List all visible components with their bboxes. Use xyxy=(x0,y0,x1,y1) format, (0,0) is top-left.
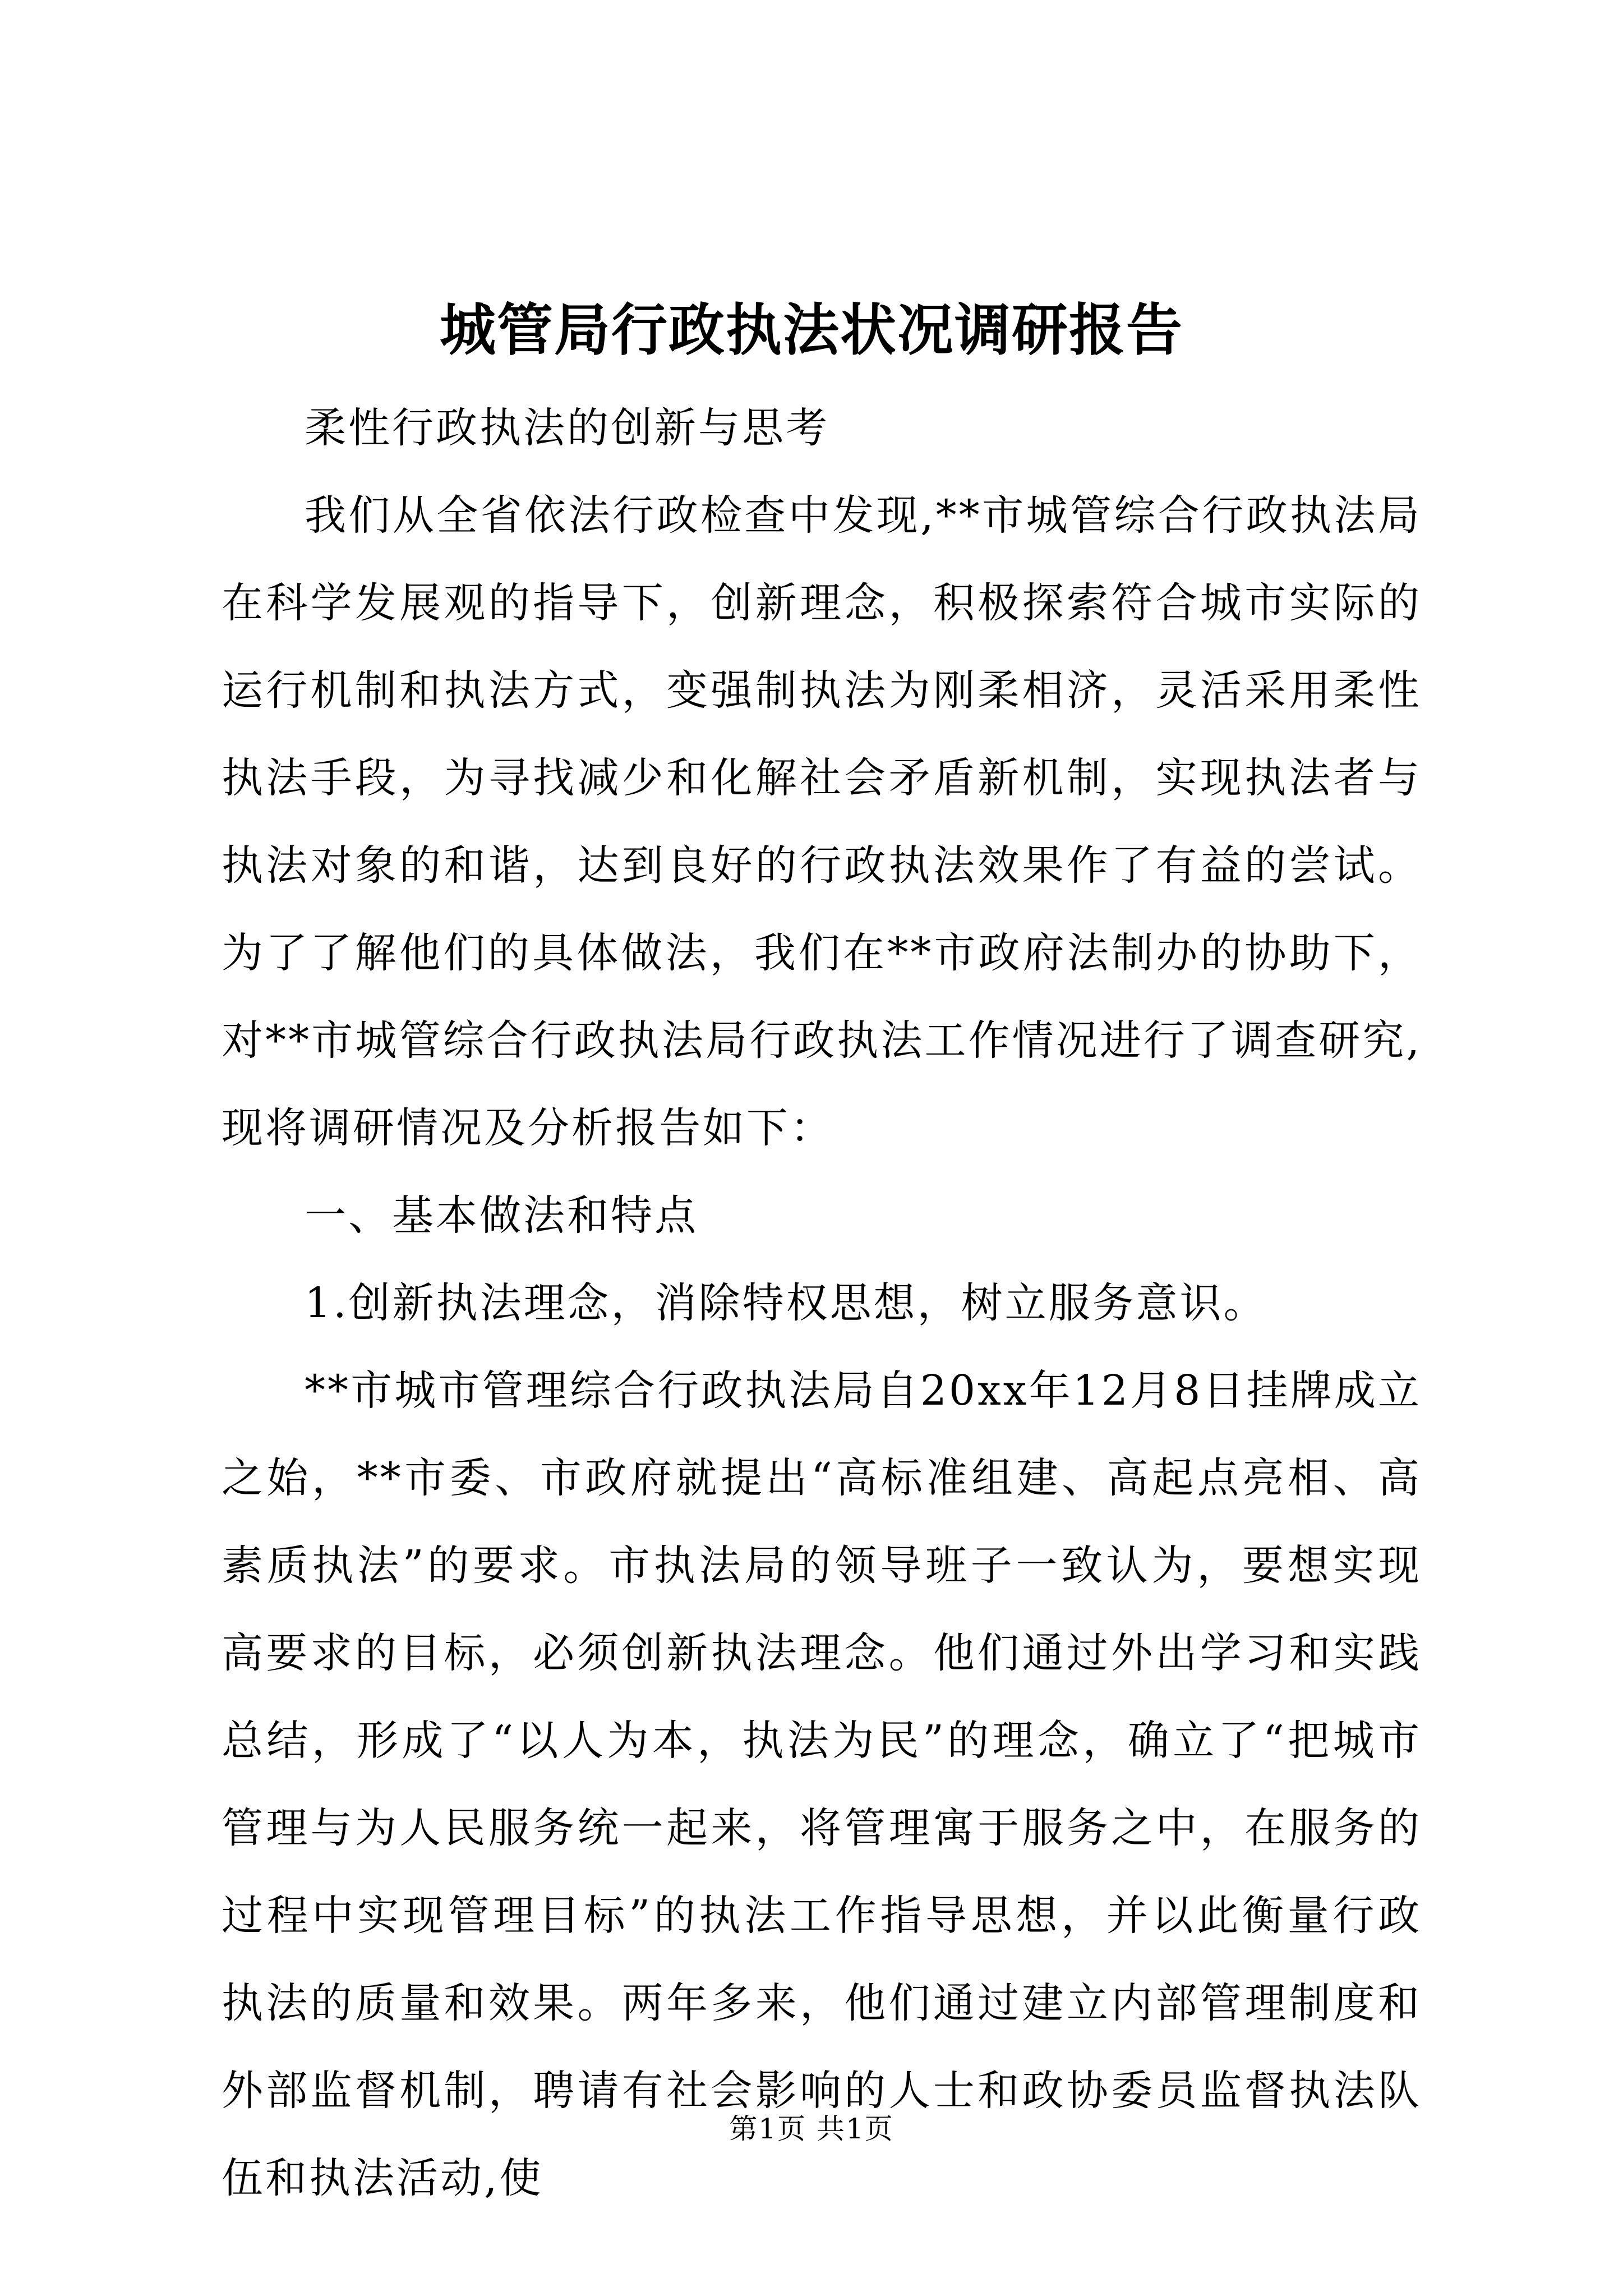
subtitle-paragraph: 柔性行政执法的创新与思考 xyxy=(305,404,829,452)
page-number-footer: 第1页 共1页 xyxy=(729,2113,894,2145)
body-paragraph: **市城市管理综合行政执法局自20xx年12月8日挂牌成立之始，**市委、市政府就提出“高标准组建、高起点亮相、高素质执法”的要求。市执法局的领导班子一致认为，要想实现高要求的目标，必须创新执法理念。他们通过外出学习和实践总结，形成了“以人为本，执法为民”的理念，确立了“把城市管理与为人民服务统一起来，将管理寓于服务之中，在服务的过程中实现管理目标”的执法工作指导思想，并以此衡量行政执法的质量和效果。两年多来，他们通过建立内部管理制度和外部监督机制，聘请有社会影响的人士和政协委员监督执法队伍和执法活动,使 xyxy=(222,1366,1422,2202)
intro-paragraph: 我们从全省依法行政检查中发现,**市城管综合行政执法局在科学发展观的指导下，创新理念，积极探索符合城市实际的运行机制和执法方式，变强制执法为刚柔相济，灵活采用柔性执法手段，为寻找减少和化解社会矛盾新机制，实现执法者与执法对象的和谐，达到良好的行政执法效果作了有益的尝试。为了了解他们的具体做法，我们在**市政府法制办的协助下，对**市城管综合行政执法局行政执法工作情况进行了调查研究,现将调研情况及分析报告如下： xyxy=(222,491,1422,1152)
document-body xyxy=(222,384,1422,2222)
section-heading: 一、基本做法和特点 xyxy=(305,1191,698,1240)
document-title: 城管局行政执法状况调研报告 xyxy=(440,297,1183,363)
subsection-heading: 1.创新执法理念，消除特权思想，树立服务意识。 xyxy=(305,1279,1267,1327)
